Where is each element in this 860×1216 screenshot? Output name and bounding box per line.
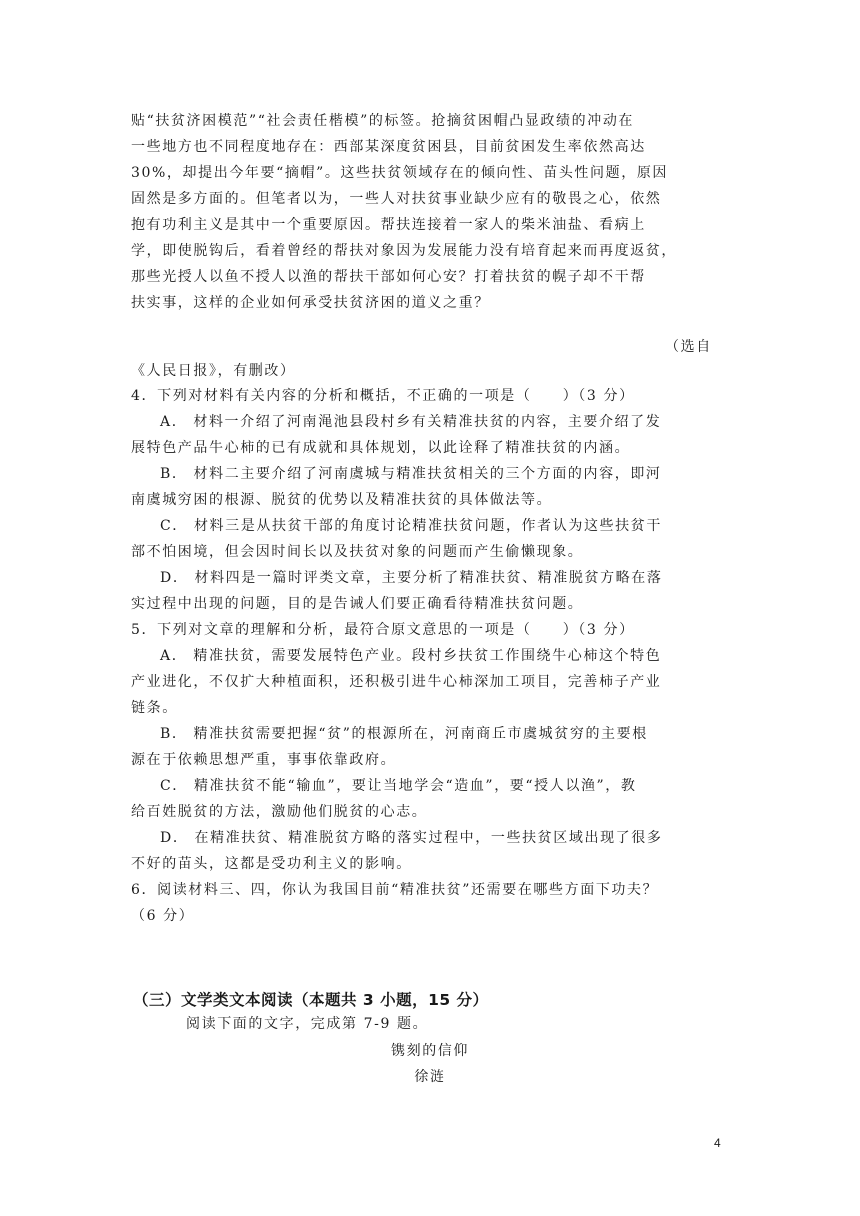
question-5-option-b: B． 精准扶贫需要把握“贫”的根源所在，河南商丘市虞城贫穷的主要根 (160, 726, 648, 742)
question-4-option-a-cont: 展特色产品牛心柿的已有成就和具体规划，以此诠释了精准扶贫的内涵。 (131, 440, 631, 456)
paragraph-line: 扶实事，这样的企业如何承受扶贫济困的道义之重？ (131, 295, 490, 311)
question-5-option-c-cont: 给百姓脱贫的方法，激励他们脱贫的心志。 (131, 804, 428, 820)
source-citation-end: 《人民日报》，有删改） (131, 363, 296, 379)
question-4-option-c: C． 材料三是从扶贫干部的角度讨论精准扶贫问题，作者认为这些扶贫干 (160, 518, 662, 534)
question-5-option-c: C． 精准扶贫不能“输血”，要让当地学会“造血”，要“授人以渔”，教 (160, 778, 637, 794)
section-instruction: 阅读下面的文字，完成第 7-9 题。 (186, 1016, 429, 1032)
question-5-option-d-cont: 不好的苗头，这都是受功利主义的影响。 (131, 856, 412, 872)
page-number: 4 (714, 1136, 721, 1150)
question-6-points: （6 分） (131, 908, 195, 924)
section-heading: （三）文学类文本阅读（本题共 3 小题，15 分） (133, 991, 489, 1009)
question-5-option-a: A． 精准扶贫，需要发展特色产业。段村乡扶贫工作围绕牛心柿这个特色 (160, 648, 662, 664)
source-citation-start: （选自 (665, 339, 712, 355)
question-5-option-d: D． 在精准扶贫、精准脱贫方略的落实过程中，一些扶贫区域出现了很多 (160, 830, 663, 846)
question-4-option-b: B． 材料二主要介绍了河南虞城与精准扶贫相关的三个方面的内容，即河 (160, 466, 662, 482)
paragraph-line: 那些光授人以鱼不授人以渔的帮扶干部如何心安？打着扶贫的幌子却不干帮 (131, 269, 646, 285)
question-5-stem: 5．下列对文章的理解和分析，最符合原文意思的一项是（ ）（3 分） (131, 622, 635, 638)
question-5-option-b-cont: 源在于依赖思想严重，事事依靠政府。 (131, 752, 397, 768)
passage-title: 镌刻的信仰 (391, 1043, 469, 1059)
question-5-option-a-cont: 产业进化，不仅扩大种植面积，还积极引进牛心柿深加工项目，完善柿子产业 (131, 674, 662, 690)
question-4-stem: 4．下列对材料有关内容的分析和概括，不正确的一项是（ ）（3 分） (131, 388, 635, 404)
passage-author: 徐涟 (414, 1069, 446, 1085)
question-4-option-a: A． 材料一介绍了河南渑池县段村乡有关精准扶贫的内容，主要介绍了发 (160, 414, 662, 430)
question-4-option-d-cont: 实过程中出现的问题，目的是告诫人们要正确看待精准扶贫问题。 (131, 596, 584, 612)
paragraph-line: 学，即使脱钩后，看着曾经的帮扶对象因为发展能力没有培育起来而再度返贫， (131, 243, 677, 259)
paragraph-line: 贴“扶贫济困模范”“社会责任楷模”的标签。抢摘贫困帽凸显政绩的冲动在 (131, 113, 635, 129)
question-5-option-a-cont2: 链条。 (131, 700, 178, 716)
paragraph-line: 抱有功利主义是其中一个重要原因。帮扶连接着一家人的柴米油盐、看病上 (131, 217, 646, 233)
paragraph-line: 一些地方也不同程度地存在：西部某深度贫困县，目前贫困发生率依然高达 (131, 139, 646, 155)
question-4-option-b-cont: 南虞城穷困的根源、脱贫的优势以及精准扶贫的具体做法等。 (131, 492, 553, 508)
question-4-option-d: D． 材料四是一篇时评类文章，主要分析了精准扶贫、精准脱贫方略在落 (160, 570, 663, 586)
paragraph-line: 固然是多方面的。但笔者以为，一些人对扶贫事业缺少应有的敬畏之心，依然 (131, 191, 662, 207)
question-6-stem: 6．阅读材料三、四，你认为我国目前“精准扶贫”还需要在哪些方面下功夫？ (131, 882, 659, 898)
paragraph-line: 30%，却提出今年要“摘帽”。这些扶贫领域存在的倾向性、苗头性问题，原因 (131, 165, 669, 181)
question-4-option-c-cont: 部不怕困境，但会因时间长以及扶贫对象的问题而产生偷懒现象。 (131, 544, 584, 560)
